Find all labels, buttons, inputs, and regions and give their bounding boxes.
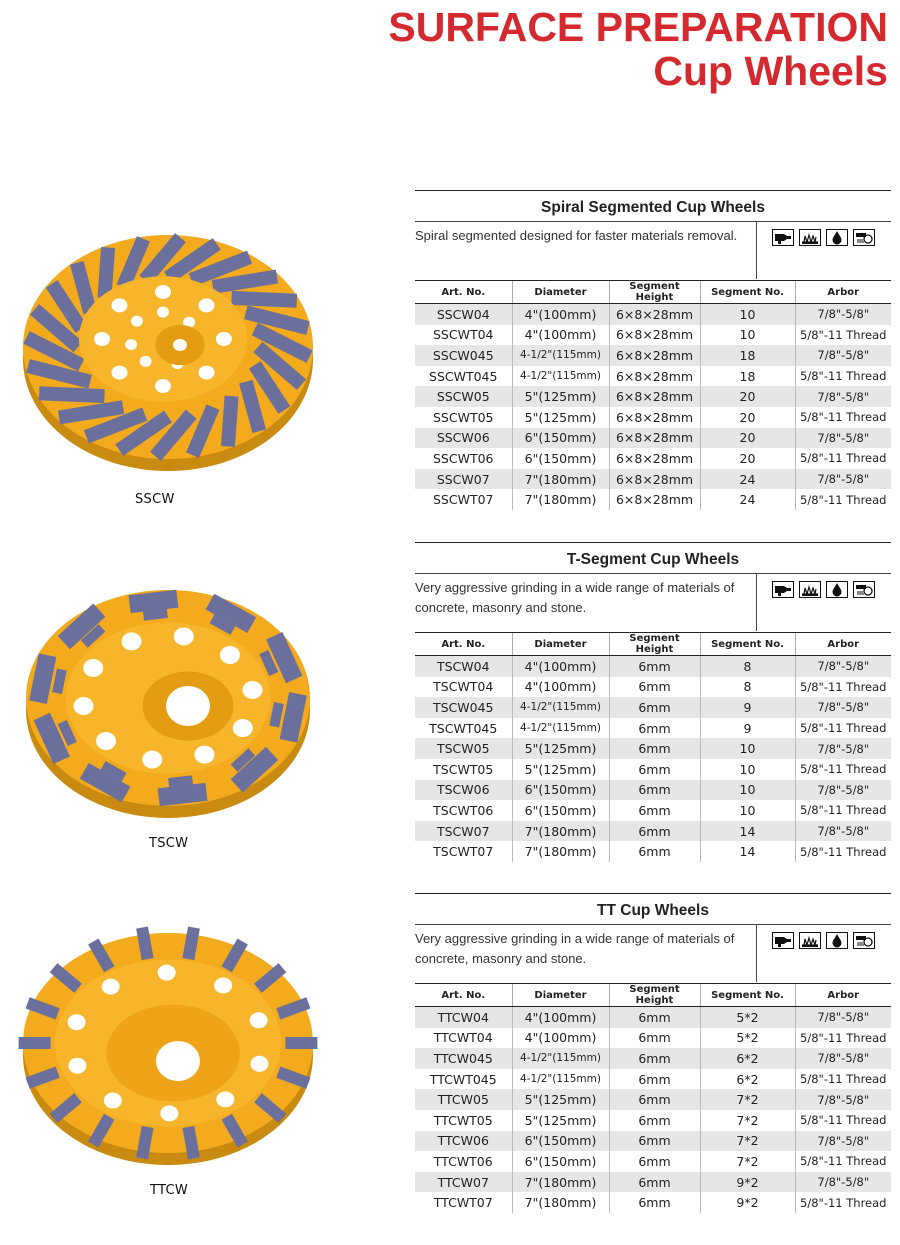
table-cell: 7"(180mm) — [512, 469, 609, 490]
table-cell: 5/8"-11 Thread — [795, 1069, 891, 1090]
table-row — [415, 738, 891, 759]
table-cell: 8 — [700, 677, 795, 698]
table-cell: 9 — [700, 697, 795, 718]
table-row — [415, 366, 891, 387]
surface-grinding-icon — [799, 229, 821, 246]
section-heading: TT Cup Wheels — [597, 902, 709, 919]
table-cell: 6mm — [609, 1089, 700, 1110]
table-cell: 7/8"-5/8" — [795, 780, 891, 801]
table-cell: 7"(180mm) — [512, 489, 609, 510]
tt-section — [415, 893, 891, 1213]
table-cell: TTCW04 — [415, 1007, 512, 1028]
table-cell: 6mm — [609, 1028, 700, 1049]
table-cell: 20 — [700, 448, 795, 469]
table-cell: 6×8×28mm — [609, 469, 700, 490]
table-cell: SSCWT06 — [433, 450, 494, 466]
table-row — [415, 1007, 891, 1028]
table-cell: 10 — [700, 780, 795, 801]
table-cell: 14 — [700, 821, 795, 842]
tscw-image-label: TSCW — [149, 836, 189, 851]
table-cell: 4-1/2"(115mm) — [512, 1069, 609, 1090]
hand-grinder-icon — [772, 932, 794, 949]
table-cell: SSCW06 — [415, 428, 512, 449]
table-row — [415, 1192, 891, 1213]
table-row — [415, 386, 891, 407]
column-header: Diameter — [512, 984, 609, 1007]
column-header: Art. No. — [415, 281, 512, 304]
table-cell: 7/8"-5/8" — [795, 386, 891, 407]
table-row — [415, 718, 891, 739]
table-cell: 6mm — [609, 1048, 700, 1069]
table-cell: 4"(100mm) — [512, 304, 609, 325]
column-header: Diameter — [512, 281, 609, 304]
table-cell: 4-1/2"(115mm) — [512, 366, 609, 387]
table-cell: 7*2 — [700, 1089, 795, 1110]
table-cell: 6"(150mm) — [512, 1151, 609, 1172]
table-cell: 20 — [700, 407, 795, 428]
table-cell: 5"(125mm) — [512, 1089, 609, 1110]
table-row — [415, 1069, 891, 1090]
table-cell: TSCW045 — [415, 697, 512, 718]
ttcw-image-label: TTCW — [150, 1183, 189, 1198]
table-cell: 7"(180mm) — [512, 821, 609, 842]
table-row — [415, 469, 891, 490]
table-cell: 20 — [700, 386, 795, 407]
sscw-wheel-image — [18, 222, 318, 484]
table-row — [415, 697, 891, 718]
table-row — [415, 1028, 891, 1049]
table-cell: 5"(125mm) — [512, 738, 609, 759]
section-description: Very aggressive grinding in a wide range of materials of concrete, masonry and stone. — [415, 931, 735, 966]
table-cell: 7*2 — [700, 1131, 795, 1152]
table-cell: 10 — [700, 800, 795, 821]
table-cell: 5/8"-11 Thread — [795, 718, 891, 739]
table-cell: 18 — [700, 345, 795, 366]
table-row — [415, 1151, 891, 1172]
table-cell: TSCWT04 — [433, 679, 494, 695]
page-title: SURFACE PREPARATION — [388, 4, 888, 50]
table-cell: 7/8"-5/8" — [795, 1131, 891, 1152]
table-cell: TSCW05 — [415, 738, 512, 759]
table-row — [415, 759, 891, 780]
table-cell: 6mm — [609, 718, 700, 739]
table-cell: 5*2 — [700, 1028, 795, 1049]
table-cell: 7"(180mm) — [512, 841, 609, 862]
table-cell: 6mm — [609, 1069, 700, 1090]
table-cell: 7"(180mm) — [512, 1192, 609, 1213]
table-cell: 7*2 — [700, 1151, 795, 1172]
table-row — [415, 1131, 891, 1152]
water-drop-icon — [826, 581, 848, 598]
table-cell: 5/8"-11 Thread — [795, 448, 891, 469]
table-cell: TTCW07 — [415, 1172, 512, 1193]
table-cell: 6×8×28mm — [609, 407, 700, 428]
table-cell: 7"(180mm) — [512, 1172, 609, 1193]
water-drop-icon — [826, 932, 848, 949]
table-cell: 7/8"-5/8" — [795, 428, 891, 449]
table-cell: 6×8×28mm — [609, 304, 700, 325]
table-cell: 6mm — [609, 841, 700, 862]
table-cell: 8 — [700, 656, 795, 677]
table-cell: 7/8"-5/8" — [795, 469, 891, 490]
diamond-segment — [39, 393, 104, 396]
diamond-segment — [285, 1037, 317, 1049]
table-cell: 4-1/2"(115mm) — [512, 345, 609, 366]
table-cell: 5"(125mm) — [512, 407, 609, 428]
table-cell: 6mm — [609, 1151, 700, 1172]
table-cell: TSCW04 — [415, 656, 512, 677]
table-cell: 5/8"-11 Thread — [795, 1151, 891, 1172]
table-cell: 6*2 — [700, 1069, 795, 1090]
table-cell: 6mm — [609, 1110, 700, 1131]
table-cell: 5/8"-11 Thread — [795, 325, 891, 346]
table-row — [415, 1048, 891, 1069]
table-cell: 4"(100mm) — [512, 677, 609, 698]
table-cell: 4"(100mm) — [512, 1028, 609, 1049]
table-cell: TTCWT04 — [433, 1030, 493, 1046]
table-cell: 5/8"-11 Thread — [795, 1110, 891, 1131]
table-cell: 9*2 — [700, 1172, 795, 1193]
table-cell: 4"(100mm) — [512, 656, 609, 677]
table-cell: 7/8"-5/8" — [795, 821, 891, 842]
table-cell: 7/8"-5/8" — [795, 304, 891, 325]
table-cell: 9 — [700, 718, 795, 739]
table-cell: TTCW06 — [415, 1131, 512, 1152]
column-header: Arbor — [795, 281, 891, 304]
table-cell: 6"(150mm) — [512, 448, 609, 469]
tsegment-section — [415, 542, 891, 862]
sscw-image-label: SSCW — [135, 492, 175, 507]
table-cell: 7/8"-5/8" — [795, 1172, 891, 1193]
hand-grinder-icon — [772, 229, 794, 246]
table-cell: 6*2 — [700, 1048, 795, 1069]
table-cell: TTCWT06 — [433, 1153, 493, 1169]
table-row — [415, 656, 891, 677]
table-cell: TSCWT045 — [429, 720, 498, 736]
table-row — [415, 325, 891, 346]
table-row — [415, 800, 891, 821]
table-cell: 5/8"-11 Thread — [795, 489, 891, 510]
table-cell: 6mm — [609, 821, 700, 842]
surface-grinding-icon — [799, 932, 821, 949]
table-cell: 6mm — [609, 1172, 700, 1193]
table-cell: 6mm — [609, 1131, 700, 1152]
table-cell: 6mm — [609, 1192, 700, 1213]
diamond-segment — [19, 1037, 51, 1049]
table-cell: 7/8"-5/8" — [795, 1007, 891, 1028]
diamond-segment — [228, 396, 232, 446]
table-cell: TTCW05 — [415, 1089, 512, 1110]
table-cell: 6×8×28mm — [609, 366, 700, 387]
table-cell: 18 — [700, 366, 795, 387]
table-cell: 5/8"-11 Thread — [795, 1028, 891, 1049]
table-cell: TSCWT05 — [433, 761, 494, 777]
table-cell: 6×8×28mm — [609, 345, 700, 366]
table-cell: 14 — [700, 841, 795, 862]
table-cell: 4"(100mm) — [512, 1007, 609, 1028]
table-cell: 6"(150mm) — [512, 428, 609, 449]
table-cell: 6mm — [609, 759, 700, 780]
column-header: Segment No. — [700, 984, 795, 1007]
table-cell: 6mm — [609, 738, 700, 759]
application-icons — [756, 222, 875, 279]
table-row — [415, 1172, 891, 1193]
section-heading: T-Segment Cup Wheels — [566, 551, 740, 568]
table-cell: 6×8×28mm — [609, 386, 700, 407]
table-cell: TTCWT045 — [429, 1071, 497, 1087]
water-drop-icon — [826, 229, 848, 246]
table-cell: 10 — [700, 759, 795, 780]
table-cell: 7/8"-5/8" — [795, 697, 891, 718]
table-cell: 6"(150mm) — [512, 800, 609, 821]
table-cell: SSCWT04 — [433, 327, 494, 343]
table-row — [415, 448, 891, 469]
table-cell: 10 — [700, 304, 795, 325]
page-subtitle: Cup Wheels — [653, 48, 888, 94]
table-row — [415, 841, 891, 862]
table-cell: 24 — [700, 469, 795, 490]
table-cell: 4"(100mm) — [512, 325, 609, 346]
table-cell: 6"(150mm) — [512, 1131, 609, 1152]
table-row — [415, 821, 891, 842]
table-row — [415, 677, 891, 698]
table-cell: 6×8×28mm — [609, 489, 700, 510]
table-cell: 7*2 — [700, 1110, 795, 1131]
table-cell: 5/8"-11 Thread — [795, 841, 891, 862]
table-row — [415, 1110, 891, 1131]
table-cell: SSCWT07 — [433, 492, 494, 508]
table-cell: SSCW045 — [415, 345, 512, 366]
table-cell: 10 — [700, 738, 795, 759]
column-header: Segment No. — [700, 633, 795, 656]
table-cell: 5/8"-11 Thread — [795, 677, 891, 698]
table-cell: 7/8"-5/8" — [795, 738, 891, 759]
angle-grinder-icon — [853, 581, 875, 598]
table-cell: 10 — [700, 325, 795, 346]
table-cell: TTCWT05 — [433, 1112, 493, 1128]
table-cell: 20 — [700, 428, 795, 449]
spiral-section — [415, 190, 891, 510]
table-cell: 6mm — [609, 800, 700, 821]
column-header: Arbor — [795, 633, 891, 656]
table-cell: 6mm — [609, 656, 700, 677]
table-cell: 6mm — [609, 697, 700, 718]
spec-table — [415, 280, 891, 510]
table-cell: 5/8"-11 Thread — [795, 366, 891, 387]
column-header: Diameter — [512, 633, 609, 656]
section-description: Spiral segmented designed for faster materials removal. — [415, 228, 738, 243]
table-row — [415, 345, 891, 366]
table-cell: 5"(125mm) — [512, 759, 609, 780]
table-cell: 7/8"-5/8" — [795, 656, 891, 677]
column-header: Segment Height — [609, 984, 700, 1007]
table-cell: SSCW04 — [415, 304, 512, 325]
column-header: Segment Height — [609, 633, 700, 656]
table-cell: 6mm — [609, 677, 700, 698]
angle-grinder-icon — [853, 229, 875, 246]
table-cell: TSCW06 — [415, 780, 512, 801]
table-cell: 7/8"-5/8" — [795, 1048, 891, 1069]
table-row — [415, 780, 891, 801]
surface-grinding-icon — [799, 581, 821, 598]
table-cell: TSCWT06 — [433, 802, 494, 818]
column-header: Art. No. — [415, 633, 512, 656]
table-cell: TTCW045 — [415, 1048, 512, 1069]
table-cell: 5"(125mm) — [512, 386, 609, 407]
table-cell: 24 — [700, 489, 795, 510]
column-header: Arbor — [795, 984, 891, 1007]
section-heading: Spiral Segmented Cup Wheels — [541, 199, 765, 216]
table-cell: 6mm — [609, 1007, 700, 1028]
table-cell: SSCW05 — [415, 386, 512, 407]
table-cell: 5/8"-11 Thread — [795, 759, 891, 780]
table-cell: 9*2 — [700, 1192, 795, 1213]
table-cell: 4-1/2"(115mm) — [512, 1048, 609, 1069]
table-cell: 5/8"-11 Thread — [795, 800, 891, 821]
table-cell: TSCW07 — [415, 821, 512, 842]
table-row — [415, 428, 891, 449]
table-cell: SSCW07 — [415, 469, 512, 490]
spec-table — [415, 632, 891, 862]
section-description: Very aggressive grinding in a wide range of materials of concrete, masonry and stone. — [415, 580, 735, 615]
table-row — [415, 489, 891, 510]
tscw-wheel-image — [18, 580, 318, 830]
table-cell: SSCWT05 — [433, 409, 494, 425]
table-cell: 5"(125mm) — [512, 1110, 609, 1131]
column-header: Segment Height — [609, 281, 700, 304]
spec-table — [415, 983, 891, 1213]
ttcw-wheel-image — [18, 925, 318, 1175]
table-cell: 6×8×28mm — [609, 428, 700, 449]
table-cell: 7/8"-5/8" — [795, 1089, 891, 1110]
table-cell: TSCWT07 — [433, 844, 494, 860]
table-cell: TTCWT07 — [433, 1195, 493, 1211]
table-cell: 4-1/2"(115mm) — [512, 697, 609, 718]
diamond-segment — [232, 298, 297, 301]
table-cell: 7/8"-5/8" — [795, 345, 891, 366]
table-cell: 4-1/2"(115mm) — [512, 718, 609, 739]
hand-grinder-icon — [772, 581, 794, 598]
table-cell: 6"(150mm) — [512, 780, 609, 801]
column-header: Art. No. — [415, 984, 512, 1007]
table-cell: 6×8×28mm — [609, 325, 700, 346]
diamond-segment — [104, 247, 108, 297]
table-row — [415, 1089, 891, 1110]
angle-grinder-icon — [853, 932, 875, 949]
table-row — [415, 304, 891, 325]
application-icons — [756, 574, 875, 631]
table-cell: 5*2 — [700, 1007, 795, 1028]
table-row — [415, 407, 891, 428]
table-cell: 5/8"-11 Thread — [795, 1192, 891, 1213]
table-cell: 6mm — [609, 780, 700, 801]
table-cell: SSCWT045 — [429, 368, 498, 384]
table-cell: 6×8×28mm — [609, 448, 700, 469]
table-cell: 5/8"-11 Thread — [795, 407, 891, 428]
application-icons — [756, 925, 875, 982]
column-header: Segment No. — [700, 281, 795, 304]
